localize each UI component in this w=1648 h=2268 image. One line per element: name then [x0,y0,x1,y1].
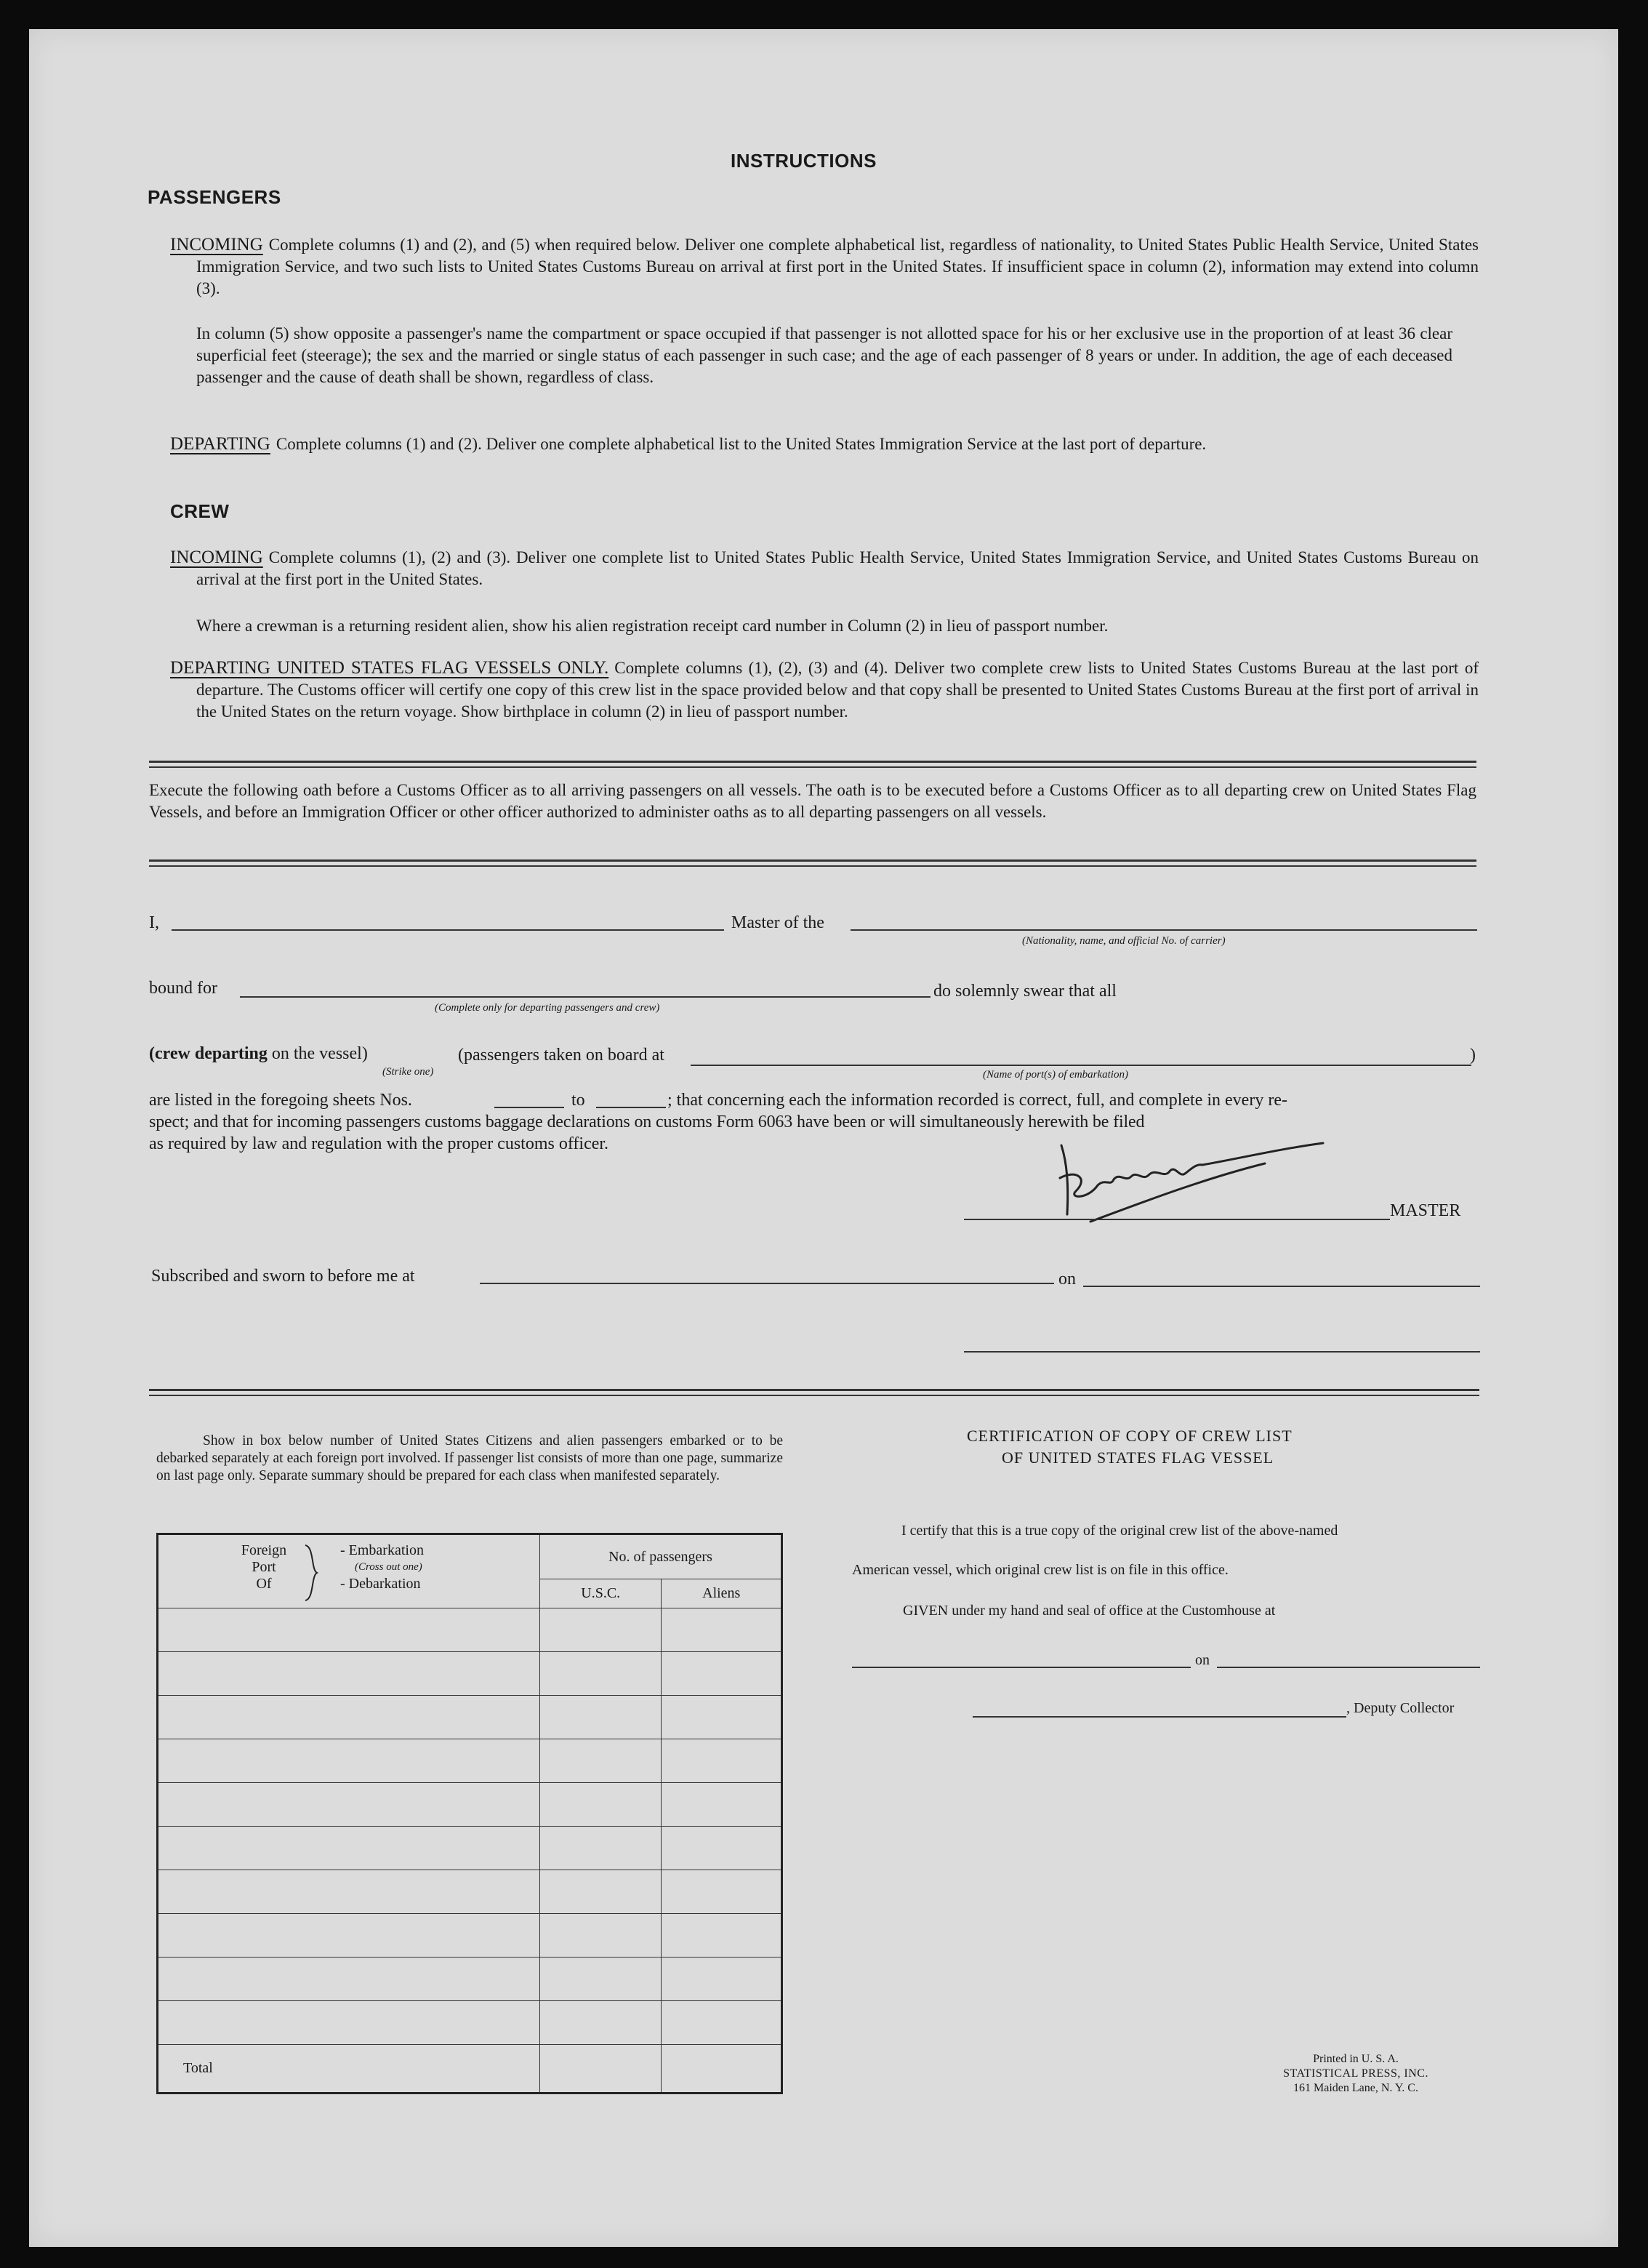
usc-cell[interactable] [539,1652,661,1696]
master-signature [1047,1134,1338,1229]
usc-cell[interactable] [539,1870,661,1914]
port-cell[interactable] [158,1652,540,1696]
oath-i-label: I, [149,913,159,932]
given-line: GIVEN under my hand and seal of office at the Customhouse at [903,1603,1276,1619]
printer-line-3: 161 Maiden Lane, N. Y. C. [1293,2082,1418,2094]
port-label: Port [252,1559,276,1575]
bound-for-caption: (Complete only for departing passengers and crew) [435,1002,660,1014]
carrier-field[interactable] [851,929,1477,931]
usc-cell[interactable] [539,2001,661,2045]
embarkation-option[interactable]: - Embarkation [340,1542,424,1558]
crew-departing-instructions [170,657,1479,723]
passengers-departing-instructions [170,433,1479,455]
swear-label: do solemnly swear that all [933,982,1117,1001]
crew-resident-text: Where a crewman is a returning resident alien, show his alien registration receipt card number in Column (2) in lieu of passport number. [196,617,1109,635]
usc-cell[interactable] [539,1827,661,1870]
master-name-field[interactable] [172,929,724,931]
section-divider-3 [149,1389,1479,1396]
summary-note [156,1432,783,1485]
crew-resident-instructions [196,615,1452,637]
crew-heading: CREW [170,500,230,522]
sworn-date-field[interactable] [1083,1286,1480,1287]
officer-signature-field[interactable] [964,1351,1480,1353]
aliens-cell[interactable] [662,1739,782,1783]
certification-on-label: on [1195,1652,1210,1668]
section-divider-1 [149,761,1476,768]
page-title: INSTRUCTIONS [731,150,877,172]
total-label: Total [183,2060,213,2076]
brace-icon [304,1544,318,1602]
passengers-departing-lead: DEPARTING [170,434,270,454]
listed-line-2: spect; and that for incoming passengers customs baggage declarations on customs Form 6063 have been or will simultaneously herewith be filed [149,1113,1145,1131]
oath-note-text: Execute the following oath before a Customs Officer as to all arriving passengers on all vessels. The oath is to be executed before a Customs Officer as to all departing crew on United States Flag Vessels, and before an Immigration Officer or other officer authorized to administer oaths as to all departing passengers on all vessels. [149,781,1476,821]
sworn-on-label: on [1058,1270,1076,1289]
master-signature-line[interactable] [964,1219,1390,1220]
sworn-place-field[interactable] [480,1283,1054,1284]
port-cell[interactable] [158,1739,540,1783]
passengers-departing-text: Complete columns (1) and (2). Deliver one complete alphabetical list to the United States Immigration Service at the last port of departure. [276,435,1207,453]
usc-header: U.S.C. [539,1579,661,1608]
listed-line-3: as required by law and regulation with the proper customs officer. [149,1134,609,1153]
of-label: Of [256,1576,272,1592]
crew-departing-option[interactable] [149,1044,368,1064]
certification-title-2: OF UNITED STATES FLAG VESSEL [1002,1448,1274,1467]
usc-cell[interactable] [539,1958,661,2001]
aliens-header: Aliens [662,1579,782,1608]
bound-for-field[interactable] [240,996,930,998]
aliens-cell[interactable] [662,1696,782,1739]
printer-line-1: Printed in U. S. A. [1313,2053,1399,2065]
certify-line-1: I certify that this is a true copy of the original crew list of the above-named [901,1523,1338,1539]
port-cell[interactable] [158,1783,540,1827]
passengers-heading: PASSENGERS [148,186,281,208]
bound-for-label: bound for [149,979,217,998]
ports-caption: (Name of port(s) of embarkation) [983,1069,1128,1081]
aliens-cell[interactable] [662,1870,782,1914]
aliens-cell[interactable] [662,1958,782,2001]
master-label: MASTER [1390,1201,1461,1220]
passengers-incoming-instructions [170,234,1479,300]
subscribed-label: Subscribed and sworn to before me at [151,1267,415,1286]
cross-out-caption: (Cross out one) [355,1561,422,1573]
section-divider-2 [149,859,1476,867]
certify-line-2: American vessel, which original crew list is on file in this office. [852,1562,1229,1578]
customhouse-field[interactable] [852,1667,1191,1668]
strike-caption: (Strike one) [382,1066,434,1078]
passengers-taken-option[interactable]: (passengers taken on board at [458,1046,664,1065]
embarkation-port-field[interactable] [691,1065,1471,1066]
column5-text: In column (5) show opposite a passenger's name the compartment or space occupied if that passenger is not allotted space for his or her exclusive use in the proportion of at least 36 clear superficial feet (steerage); the sex and the married or single status of each passenger in such case; and the age of each passenger of 8 years or under. In addition, the age of each deceased passenger and the cause of death shall be shown, regardless of class. [196,324,1452,386]
crew-incoming-instructions [170,547,1479,590]
total-aliens-cell[interactable] [662,2045,782,2093]
port-cell[interactable] [158,1870,540,1914]
debarkation-option[interactable]: - Debarkation [340,1576,421,1592]
crew-departing-text-strong: (crew departing [149,1044,268,1063]
carrier-caption: (Nationality, name, and official No. of carrier) [1022,935,1226,947]
no-passengers-header: No. of passengers [539,1534,781,1579]
port-cell[interactable] [158,1827,540,1870]
sheet-to-field[interactable] [596,1107,666,1108]
listed-sheets-label: are listed in the foregoing sheets Nos. [149,1091,412,1110]
crew-incoming-text: Complete columns (1), (2) and (3). Deliver one complete list to United States Public Health Service, United States Immigration Service, and United States Customs Bureau on arrival at the first port in the United States. [196,548,1479,588]
port-cell[interactable] [158,2001,540,2045]
printer-imprint [1265,2052,1447,2096]
deputy-collector-label: , Deputy Collector [1346,1700,1455,1716]
usc-cell[interactable] [539,1739,661,1783]
sheet-from-field[interactable] [494,1107,564,1108]
aliens-cell[interactable] [662,1827,782,1870]
printer-line-2: STATISTICAL PRESS, INC. [1283,2067,1428,2080]
aliens-cell[interactable] [662,2001,782,2045]
certification-title-1: CERTIFICATION OF COPY OF CREW LIST [967,1427,1293,1445]
usc-cell[interactable] [539,1914,661,1958]
crew-departing-text: Complete columns (1), (2), (3) and (4). Deliver two complete crew lists to United States Customs Bureau at the last port of departure. The Customs officer will certify one copy of this crew list in the space provided below and that copy shall be presented to United States Customs Bureau at the first port of arrival in the United States on the return voyage. Show birthplace in column (2) in lieu of passport number. [196,659,1479,721]
passenger-summary-table [156,1533,783,2094]
port-cell[interactable] [158,1608,540,1652]
certification-date-field[interactable] [1217,1667,1480,1668]
master-of-label: Master of the [731,913,824,932]
crew-incoming-lead: INCOMING [170,548,263,567]
foreign-label: Foreign [241,1542,287,1558]
deputy-collector-signature-field[interactable] [973,1716,1346,1718]
column5-instructions [196,323,1452,388]
passengers-incoming-text: Complete columns (1) and (2), and (5) when required below. Deliver one complete alphabetical list, regardless of nationality, to United States Public Health Service, United States Immigration Service, and two such lists to United States Customs Bureau on arrival at first port in the United States. If insufficient space in column (2), information may extend into column (3). [196,236,1479,297]
aliens-cell[interactable] [662,1783,782,1827]
summary-note-text: Show in box below number of United States Citizens and alien passengers embarked or to be debarked separately at each foreign port involved. If passenger list consists of more than one page, summarize on last page only. Separate summary should be prepared for each class when manifested separately. [156,1433,783,1483]
close-paren: ) [1470,1046,1476,1065]
port-cell[interactable] [158,1696,540,1739]
total-label-cell [158,2045,540,2093]
aliens-cell[interactable] [662,1914,782,1958]
on-vessel-text: on the vessel) [271,1044,368,1063]
usc-cell[interactable] [539,1783,661,1827]
total-usc-cell[interactable] [539,2045,661,2093]
port-cell[interactable] [158,1958,540,2001]
listed-to-label: to [571,1091,585,1110]
listed-line-1: ; that concerning each the information recorded is correct, full, and complete in every re- [667,1091,1287,1110]
usc-cell[interactable] [539,1696,661,1739]
port-cell[interactable] [158,1914,540,1958]
passengers-incoming-lead: INCOMING [170,235,263,255]
usc-cell[interactable] [539,1608,661,1652]
oath-note [149,780,1476,823]
port-header-cell [158,1534,540,1608]
aliens-cell[interactable] [662,1608,782,1652]
aliens-cell[interactable] [662,1652,782,1696]
crew-departing-lead: DEPARTING UNITED STATES FLAG VESSELS ONLY. [170,658,609,678]
